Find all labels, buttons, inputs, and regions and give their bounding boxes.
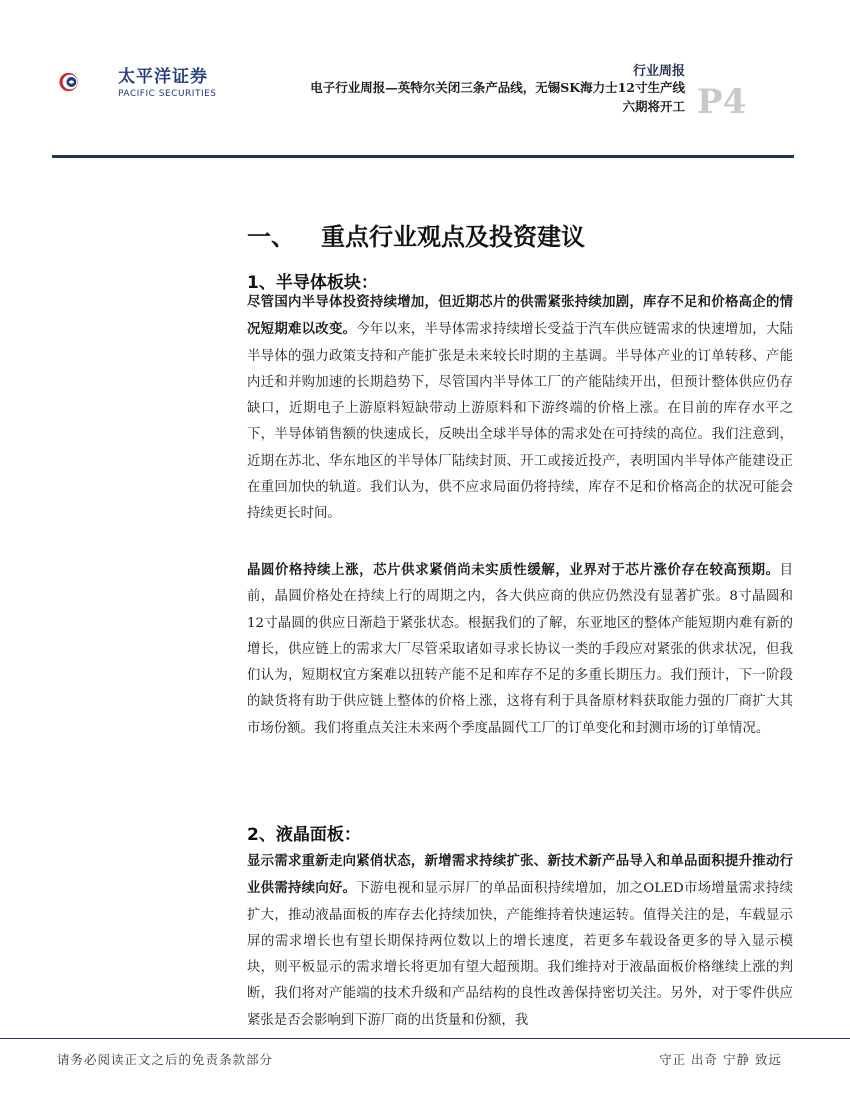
company-logo-text: [118, 62, 217, 99]
section-heading: [247, 217, 585, 252]
section-number: 一、: [247, 223, 295, 251]
section-title: 重点行业观点及投资建议: [321, 223, 585, 251]
semiconductor-paragraph-2: [247, 557, 793, 742]
semiconductor-p2-body: 目前，晶圆价格处在持续上行的周期之内，各大供应商的供应仍然没有显著扩张。8寸晶圆和12寸晶圆的供应日渐趋于紧张状态。根据我们的了解，东亚地区的整体产能短期内难有新的增长，供应链上的需求大厂尽管采取诸如寻求长协议一类的手段应对紧张的供求状况，但我们认为，短期权宜方案难以扭转产能不足和库存不足的多重长期压力。我们预计，下一阶段的缺货将有助于供应链上整体的价格上涨，这将有利于具备原材料获取能力强的厂商扩大其市场份额。我们将重点关注未来两个季度晶圆代工厂的订单变化和封测市场的订单情况。: [247, 563, 793, 736]
lcd-p1-body: 下游电视和显示屏厂的单品面积持续增加，加之OLED市场增量需求持续扩大，推动液晶面板的库存去化持续加快，产能维持着快速运转。值得关注的是，车载显示屏的需求增长也有望长期保持两位数以上的增长速度，若更多车载设备更多的导入显示模块，则平板显示的需求增长将更加有望大超预期。我们维持对于液晶面板价格继续上涨的判断，我们将对产能端的技术升级和产品结构的良性改善保持密切关注。另外，对于零件供应紧张是否会影响到下游厂商的出货量和份额，我: [247, 881, 793, 1028]
footer-disclaimer: 请务必阅读正文之后的免责条款部分: [57, 1052, 274, 1067]
semiconductor-p1-body: 今年以来，半导体需求持续增长受益于汽车供应链需求的快速增加，大陆半导体的强力政策支持和产能扩张是未来较长时期的主基调。半导体产业的订单转移、产能内迁和并购加速的长期趋势下，尽管国内半导体工厂的产能陆续开出，但预计整体供应仍存缺口，近期电子上游原料短缺带动上游原料和下游终端的价格上涨。在目前的库存水平之下，半导体销售额的快速成长，反映出全球半导体的需求处在可持续的高位。我们注意到，近期在苏北、华东地区的半导体厂陆续封顶、开工或接近投产，表明国内半导体产能建设正在重回加快的轨道。我们认为，供不应求局面仍将持续，库存不足和价格高企的状况可能会持续更长时间。: [247, 322, 794, 522]
footer-divider: [0, 1038, 850, 1039]
lcd-paragraph-1: [247, 848, 793, 1032]
report-title-line1: 电子行业周报—英特尔关闭三条产品线，无锡SK海力士12寸生产线: [310, 80, 685, 95]
page-number: P4: [697, 82, 747, 122]
semiconductor-paragraph-1: [247, 289, 793, 528]
lcd-heading: 2、液晶面板：: [247, 825, 361, 845]
footer-motto: 守正 出奇 宁静 致远: [659, 1052, 782, 1067]
company-name-en: PACIFIC SECURITIES: [118, 89, 217, 99]
lcd-p1-lead: 显示需求重新走向紧俏状态，新增需求持续扩张、新技术新产品导入和单品面积提升推动行业供需持续向好。: [247, 853, 793, 897]
report-title: [225, 78, 685, 116]
pacific-securities-logo-icon: [58, 52, 118, 112]
report-type: 行业周报: [632, 64, 685, 79]
header-divider: [52, 155, 794, 158]
report-title-line2: 六期将开工: [622, 99, 685, 114]
semiconductor-p2-lead: 晶圆价格持续上涨，芯片供求紧俏尚未实质性缓解，业界对于芯片涨价存在较高预期。: [247, 562, 780, 578]
semiconductor-heading: 1、半导体板块：: [247, 273, 378, 293]
company-name-cn: 太平洋证券: [118, 67, 208, 87]
semiconductor-p1-lead: 尽管国内半导体投资持续增加，但近期芯片的供需紧张持续加剧，库存不足和价格高企的情况短期难以改变。: [247, 294, 793, 338]
